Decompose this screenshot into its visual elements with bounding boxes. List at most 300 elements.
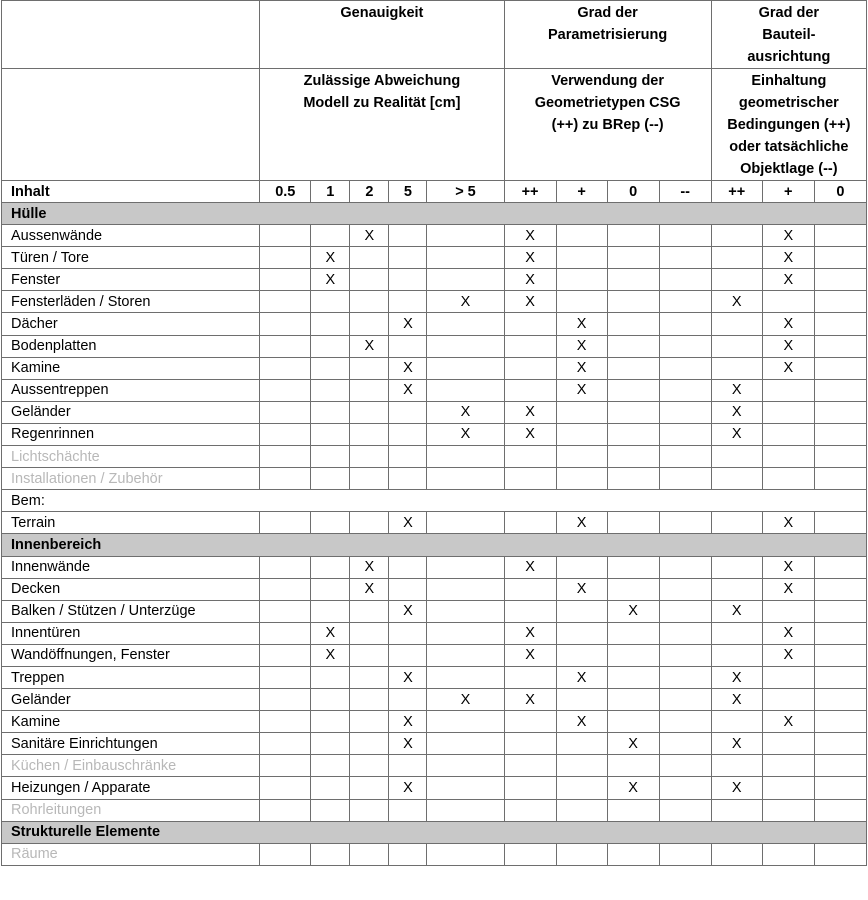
cell-acc (350, 799, 389, 821)
cell-acc (350, 843, 389, 865)
cell-ali (814, 689, 866, 711)
cell-acc (427, 666, 504, 688)
cell-acc (311, 799, 350, 821)
cell-ali (814, 843, 866, 865)
cell-ali (711, 225, 762, 247)
cell-acc: X (350, 335, 389, 357)
cell-ali (711, 468, 762, 490)
cell-par (556, 468, 607, 490)
cell-ali (814, 225, 866, 247)
cell-par (607, 622, 659, 644)
cell-ali (814, 622, 866, 644)
cell-acc (311, 401, 350, 423)
cell-ali (814, 755, 866, 777)
row-label: Geländer (2, 689, 260, 711)
table-row (2, 799, 867, 821)
cell-ali (814, 269, 866, 291)
cell-par (607, 843, 659, 865)
cell-par (607, 666, 659, 688)
cell-acc (311, 755, 350, 777)
cell-ali (762, 446, 814, 468)
cell-acc (389, 799, 427, 821)
cell-acc (260, 799, 311, 821)
cell-ali (814, 666, 866, 688)
cell-ali: X (762, 269, 814, 291)
table-row (2, 401, 867, 423)
row-label: Treppen (2, 666, 260, 688)
cell-par (607, 468, 659, 490)
cell-par (659, 401, 711, 423)
table-row (2, 733, 867, 755)
cell-acc (350, 733, 389, 755)
table-row (2, 357, 867, 379)
cell-acc: X (311, 622, 350, 644)
cell-par: X (556, 335, 607, 357)
row-label: Wandöffnungen, Fenster (2, 644, 260, 666)
cell-ali: X (762, 313, 814, 335)
row-label: Bodenplatten (2, 335, 260, 357)
section-title: Innenbereich (2, 534, 867, 556)
table-row (2, 247, 867, 269)
cell-ali (814, 423, 866, 445)
cell-acc (389, 556, 427, 578)
cell-acc (311, 843, 350, 865)
cell-acc (260, 468, 311, 490)
column-header-par-plus: + (556, 181, 607, 203)
table-row (2, 689, 867, 711)
cell-ali (814, 313, 866, 335)
cell-ali (814, 777, 866, 799)
cell-ali (762, 733, 814, 755)
table-row (2, 379, 867, 401)
cell-acc (350, 622, 389, 644)
cell-acc (350, 711, 389, 733)
cell-acc (427, 843, 504, 865)
cell-par (556, 755, 607, 777)
cell-par (659, 379, 711, 401)
cell-acc (311, 357, 350, 379)
cell-par (659, 799, 711, 821)
cell-par (504, 379, 556, 401)
row-label: Innenwände (2, 556, 260, 578)
cell-acc: X (350, 225, 389, 247)
cell-acc (311, 291, 350, 313)
cell-ali (711, 578, 762, 600)
cell-par (504, 512, 556, 534)
table-row (2, 446, 867, 468)
cell-ali (711, 622, 762, 644)
cell-ali (762, 379, 814, 401)
cell-ali (762, 600, 814, 622)
cell-par (556, 225, 607, 247)
cell-acc (260, 401, 311, 423)
cell-par (556, 446, 607, 468)
cell-acc: X (389, 600, 427, 622)
cell-par: X (607, 600, 659, 622)
cell-ali (711, 446, 762, 468)
cell-ali (814, 379, 866, 401)
cell-ali: X (762, 357, 814, 379)
lod-requirements-table (1, 0, 867, 866)
cell-acc (389, 578, 427, 600)
cell-ali (814, 357, 866, 379)
row-label: Installationen / Zubehör (2, 468, 260, 490)
cell-acc (389, 225, 427, 247)
cell-ali (762, 799, 814, 821)
cell-acc (260, 225, 311, 247)
cell-acc (427, 512, 504, 534)
cell-ali (814, 468, 866, 490)
cell-par: X (504, 225, 556, 247)
cell-acc (427, 799, 504, 821)
cell-par (556, 269, 607, 291)
cell-acc (350, 468, 389, 490)
cell-ali (711, 644, 762, 666)
cell-acc (260, 666, 311, 688)
cell-acc (389, 622, 427, 644)
cell-acc (311, 468, 350, 490)
cell-par: X (504, 269, 556, 291)
cell-ali (711, 357, 762, 379)
table-row (2, 755, 867, 777)
cell-par (504, 843, 556, 865)
cell-par: X (504, 622, 556, 644)
cell-par (504, 799, 556, 821)
cell-acc: X (427, 689, 504, 711)
cell-par (607, 357, 659, 379)
cell-ali (762, 755, 814, 777)
table-row (2, 468, 867, 490)
cell-ali: X (762, 247, 814, 269)
row-label: Regenrinnen (2, 423, 260, 445)
cell-par (659, 468, 711, 490)
cell-acc (389, 335, 427, 357)
cell-ali (762, 401, 814, 423)
row-label: Kamine (2, 711, 260, 733)
cell-par (607, 335, 659, 357)
cell-acc (427, 247, 504, 269)
cell-par: X (556, 379, 607, 401)
cell-ali (711, 512, 762, 534)
cell-acc (311, 379, 350, 401)
group-accuracy-header: Genauigkeit (260, 1, 504, 69)
table-row (2, 269, 867, 291)
cell-par (504, 357, 556, 379)
cell-acc (427, 556, 504, 578)
cell-acc: X (350, 578, 389, 600)
table-body (2, 203, 867, 866)
cell-par (607, 423, 659, 445)
cell-ali (762, 291, 814, 313)
table-row (2, 600, 867, 622)
group-parametrization-header: Grad der Parametrisierung (504, 1, 711, 69)
row-label: Lichtschächte (2, 446, 260, 468)
row-label: Balken / Stützen / Unterzüge (2, 600, 260, 622)
table-row (2, 225, 867, 247)
cell-acc (260, 578, 311, 600)
cell-ali (814, 247, 866, 269)
row-label: Aussenwände (2, 225, 260, 247)
cell-par (504, 733, 556, 755)
cell-acc (389, 468, 427, 490)
row-label: Dächer (2, 313, 260, 335)
cell-acc (260, 357, 311, 379)
cell-acc (389, 423, 427, 445)
cell-acc (260, 269, 311, 291)
cell-par (659, 335, 711, 357)
table-row (2, 578, 867, 600)
cell-acc (260, 379, 311, 401)
section-header (2, 821, 867, 843)
table-row (2, 711, 867, 733)
cell-acc (311, 423, 350, 445)
cell-ali: X (762, 335, 814, 357)
cell-par (607, 291, 659, 313)
cell-ali: X (762, 556, 814, 578)
cell-acc (389, 269, 427, 291)
cell-ali: X (711, 600, 762, 622)
cell-par (504, 600, 556, 622)
cell-ali (711, 247, 762, 269)
cell-ali (814, 401, 866, 423)
cell-par (607, 269, 659, 291)
cell-acc: X (427, 423, 504, 445)
cell-acc (389, 247, 427, 269)
cell-par (607, 225, 659, 247)
cell-acc (311, 512, 350, 534)
cell-par (659, 446, 711, 468)
column-header-content: Inhalt (2, 181, 260, 203)
cell-acc (427, 711, 504, 733)
cell-ali (762, 423, 814, 445)
cell-acc (427, 755, 504, 777)
cell-ali (814, 335, 866, 357)
cell-acc (427, 313, 504, 335)
cell-ali (814, 446, 866, 468)
cell-par (607, 644, 659, 666)
cell-par (659, 600, 711, 622)
cell-par (659, 755, 711, 777)
cell-par (659, 291, 711, 313)
cell-acc: X (311, 247, 350, 269)
cell-par (556, 644, 607, 666)
cell-ali (762, 468, 814, 490)
cell-par (556, 777, 607, 799)
cell-acc (260, 689, 311, 711)
cell-par (607, 313, 659, 335)
cell-par (659, 313, 711, 335)
cell-ali: X (762, 578, 814, 600)
cell-par (659, 269, 711, 291)
cell-par (607, 755, 659, 777)
cell-acc (260, 622, 311, 644)
cell-acc (311, 600, 350, 622)
cell-acc (260, 423, 311, 445)
cell-par: X (556, 357, 607, 379)
cell-acc (260, 644, 311, 666)
cell-ali: X (762, 622, 814, 644)
cell-acc (350, 666, 389, 688)
cell-par: X (556, 711, 607, 733)
cell-par: X (504, 423, 556, 445)
table-row (2, 556, 867, 578)
cell-ali (814, 711, 866, 733)
cell-par (556, 291, 607, 313)
column-header-ali-plus: + (762, 181, 814, 203)
column-header-par-minusminus: -- (659, 181, 711, 203)
cell-acc (350, 379, 389, 401)
table-row (2, 666, 867, 688)
table-row (2, 291, 867, 313)
subheader-blank (2, 69, 260, 181)
row-label: Küchen / Einbauschränke (2, 755, 260, 777)
cell-par (504, 446, 556, 468)
cell-par (607, 799, 659, 821)
column-header-ali-plusplus: ++ (711, 181, 762, 203)
cell-par: X (556, 578, 607, 600)
cell-par (659, 777, 711, 799)
cell-acc (311, 711, 350, 733)
cell-acc (427, 777, 504, 799)
cell-acc (427, 600, 504, 622)
cell-acc (350, 689, 389, 711)
section-header (2, 203, 867, 225)
cell-par (556, 423, 607, 445)
cell-acc (389, 291, 427, 313)
subgroup-parametrization-header: Verwendung der Geometrietypen CSG (++) zu BRep (--) (504, 69, 711, 181)
cell-acc: X (350, 556, 389, 578)
cell-ali (762, 689, 814, 711)
cell-acc (311, 666, 350, 688)
cell-acc (389, 401, 427, 423)
cell-par (504, 711, 556, 733)
cell-acc (350, 423, 389, 445)
cell-acc (260, 600, 311, 622)
cell-ali: X (711, 291, 762, 313)
cell-ali (711, 335, 762, 357)
cell-ali (711, 843, 762, 865)
cell-par (504, 666, 556, 688)
note-row (2, 490, 867, 512)
cell-par: X (504, 291, 556, 313)
cell-acc (427, 357, 504, 379)
cell-par (504, 335, 556, 357)
cell-ali (762, 843, 814, 865)
row-label: Heizungen / Apparate (2, 777, 260, 799)
cell-ali (814, 556, 866, 578)
cell-par (607, 689, 659, 711)
group-alignment-header: Grad der Bauteil-ausrichtung (711, 1, 866, 69)
cell-acc (260, 446, 311, 468)
cell-acc: X (389, 666, 427, 688)
cell-acc (427, 644, 504, 666)
row-label: Terrain (2, 512, 260, 534)
row-label: Rohrleitungen (2, 799, 260, 821)
cell-ali: X (762, 644, 814, 666)
cell-par (504, 777, 556, 799)
cell-par: X (556, 512, 607, 534)
cell-acc (260, 556, 311, 578)
row-label: Decken (2, 578, 260, 600)
cell-ali: X (711, 423, 762, 445)
cell-par: X (556, 313, 607, 335)
cell-acc (427, 622, 504, 644)
cell-ali (814, 512, 866, 534)
cell-acc (350, 247, 389, 269)
cell-ali (711, 313, 762, 335)
cell-acc (260, 843, 311, 865)
row-label: Sanitäre Einrichtungen (2, 733, 260, 755)
cell-acc (389, 644, 427, 666)
row-label: Aussentreppen (2, 379, 260, 401)
cell-par (504, 755, 556, 777)
cell-acc (350, 644, 389, 666)
cell-par (607, 379, 659, 401)
cell-par (607, 247, 659, 269)
cell-ali (711, 711, 762, 733)
cell-ali (711, 269, 762, 291)
cell-ali (762, 666, 814, 688)
cell-ali (814, 644, 866, 666)
table-row (2, 512, 867, 534)
cell-acc: X (389, 777, 427, 799)
cell-par (556, 247, 607, 269)
cell-acc (350, 291, 389, 313)
cell-acc (350, 600, 389, 622)
cell-par (607, 578, 659, 600)
column-header-ali-zero: 0 (814, 181, 866, 203)
cell-par (504, 313, 556, 335)
cell-ali (762, 777, 814, 799)
column-header-acc-5: 5 (389, 181, 427, 203)
table-row (2, 777, 867, 799)
cell-par (556, 843, 607, 865)
cell-par: X (504, 401, 556, 423)
cell-par (556, 401, 607, 423)
table-row (2, 423, 867, 445)
cell-ali: X (711, 666, 762, 688)
cell-ali (711, 755, 762, 777)
row-label: Räume (2, 843, 260, 865)
cell-par (659, 666, 711, 688)
cell-acc (389, 843, 427, 865)
column-header-acc-1: 1 (311, 181, 350, 203)
cell-acc: X (389, 512, 427, 534)
row-label: Fenster (2, 269, 260, 291)
section-header (2, 534, 867, 556)
cell-par (659, 622, 711, 644)
row-label: Türen / Tore (2, 247, 260, 269)
cell-par (659, 843, 711, 865)
cell-acc (350, 446, 389, 468)
cell-acc (427, 269, 504, 291)
cell-ali: X (762, 711, 814, 733)
cell-acc (260, 247, 311, 269)
cell-acc: X (427, 291, 504, 313)
cell-acc (311, 446, 350, 468)
cell-ali (711, 556, 762, 578)
table-row (2, 335, 867, 357)
cell-par (556, 600, 607, 622)
cell-par: X (504, 556, 556, 578)
header-blank (2, 1, 260, 69)
cell-par (556, 799, 607, 821)
cell-acc (350, 512, 389, 534)
cell-acc (427, 578, 504, 600)
cell-acc (427, 446, 504, 468)
cell-acc (260, 733, 311, 755)
row-label: Geländer (2, 401, 260, 423)
